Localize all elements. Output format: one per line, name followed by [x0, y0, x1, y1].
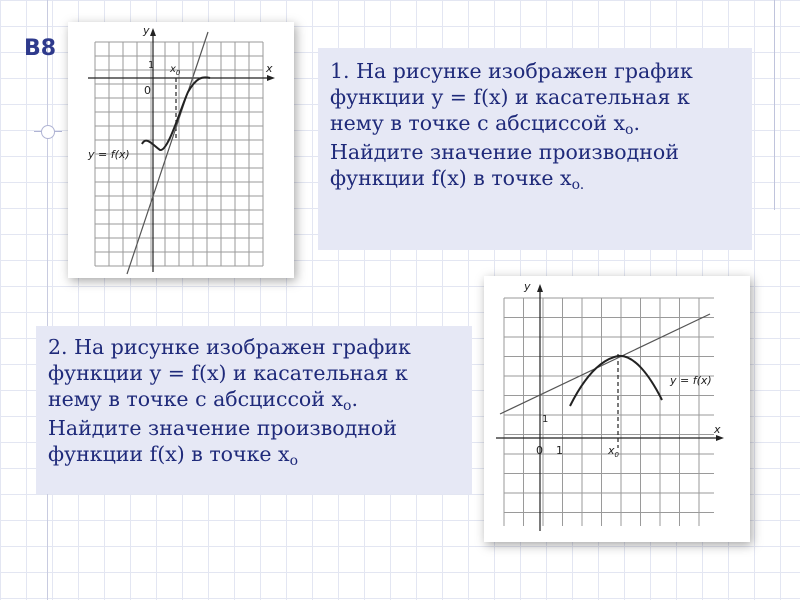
- graph-2-one-y-label: 1: [542, 414, 549, 425]
- graph-2-tangent-line: [500, 314, 710, 414]
- graph-2: [484, 276, 750, 542]
- graph-1-card: [68, 22, 294, 278]
- graph-2-one-x-label: 1: [556, 444, 563, 457]
- graph-1-x-label: x: [266, 62, 273, 75]
- graph-2-x-label: x: [714, 423, 721, 436]
- graph-2-y-label: y: [524, 280, 531, 293]
- graph-1-origin-label: 0: [144, 84, 151, 97]
- graph-1-y-arrow: [150, 28, 156, 36]
- decor-vertical-line: [47, 0, 48, 600]
- task-2-line-1: 2. На рисунке изображен график: [48, 335, 411, 359]
- graph-2-x0-label: $x_0$: [608, 444, 619, 459]
- decor-right-line: [774, 0, 775, 210]
- graph-2-y-arrow: [537, 284, 543, 292]
- graph-1-x0-label: $x_0$: [170, 64, 181, 77]
- slide-label: B8: [24, 36, 57, 61]
- task-1-line-3: нему в точке с абсциссой xo.: [330, 111, 640, 138]
- graph-2-grid: [504, 298, 714, 526]
- graph-2-function-label: y = f(x): [670, 374, 712, 387]
- graph-2-card: [484, 276, 750, 542]
- task-1-line-5: функции f(x) в точке xo.: [330, 166, 585, 193]
- graph-1-one-label: 1: [148, 60, 155, 71]
- task-1-line-4: Найдите значение производной: [330, 140, 679, 164]
- graph-1: [68, 22, 294, 278]
- task-2-line-3: нему в точке с абсциссой xo.: [48, 387, 358, 414]
- graph-2-function-curve: [570, 356, 662, 406]
- task-2-line-4: Найдите значение производной: [48, 416, 397, 440]
- task-2-text: [36, 326, 472, 494]
- task-1-text: [318, 48, 752, 250]
- graph-1-function-label: y = f(x): [88, 148, 130, 161]
- decor-circle: [41, 125, 55, 139]
- graph-1-x-arrow: [267, 75, 275, 81]
- task-1-line-1: 1. На рисунке изображен график: [330, 59, 693, 83]
- task-2-line-5: функции f(x) в точке xo: [48, 442, 299, 469]
- task-1-line-2: функции y = f(x) и касательная к: [330, 85, 690, 109]
- task-2-line-2: функции y = f(x) и касательная к: [48, 361, 408, 385]
- graph-2-origin-label: 0: [536, 444, 543, 457]
- graph-1-y-label: y: [143, 24, 150, 37]
